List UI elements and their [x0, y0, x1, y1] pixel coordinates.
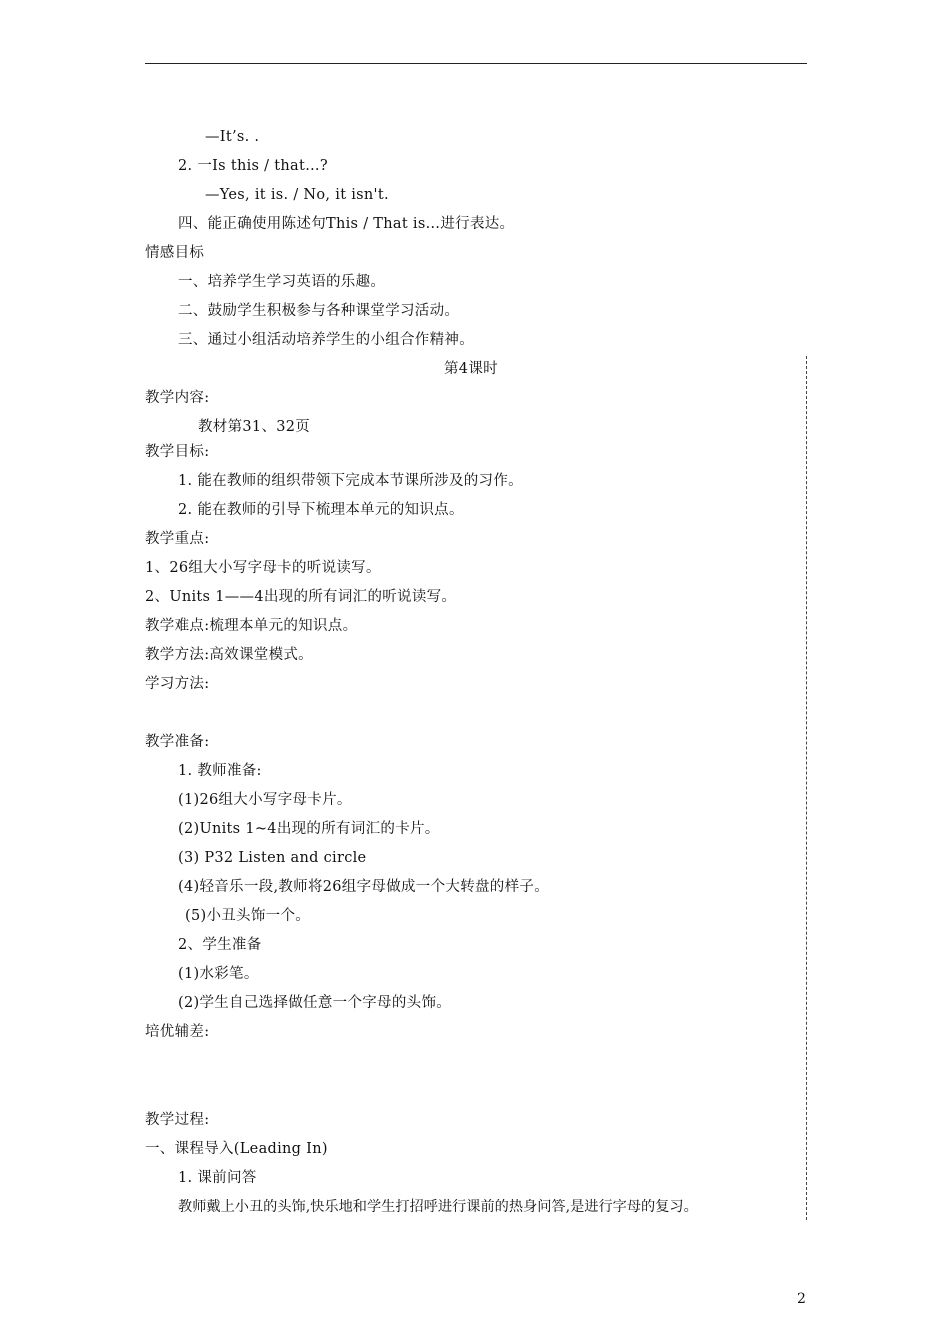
text-line: 四、能正确使用陈述句This / That is…进行表达。 [178, 216, 515, 232]
lesson-title: 第4课时 [444, 361, 498, 377]
text-line: 教材第31、32页 [198, 419, 311, 435]
section-heading: 教学目标: [145, 444, 210, 460]
section-heading: 教学准备: [145, 734, 210, 750]
section-heading: 教学内容: [145, 390, 210, 406]
section-heading: 学习方法: [145, 676, 210, 692]
page-number: 2 [797, 1291, 806, 1307]
text-line: 2. 能在教师的引导下梳理本单元的知识点。 [178, 502, 464, 518]
section-heading: 一、课程导入(Leading In) [145, 1141, 328, 1157]
section-heading: 培优辅差: [145, 1024, 210, 1040]
text-line: 教师戴上小丑的头饰,快乐地和学生打招呼进行课前的热身问答,是进行字母的复习。 [178, 1199, 698, 1215]
text-line: —Yes, it is. / No, it isn't. [205, 187, 389, 203]
section-heading: 教学重点: [145, 531, 210, 547]
margin-rule [806, 356, 807, 1220]
text-line: 2、学生准备 [178, 937, 262, 953]
text-line: (1)水彩笔。 [178, 966, 259, 982]
text-line: 一、培养学生学习英语的乐趣。 [178, 274, 386, 290]
text-line: 1. 能在教师的组织带领下完成本节课所涉及的习作。 [178, 473, 523, 489]
text-line: 2、Units 1——4出现的所有词汇的听说读写。 [145, 589, 457, 605]
section-heading: 教学难点:梳理本单元的知识点。 [145, 618, 358, 634]
text-line: 1. 课前问答 [178, 1170, 257, 1186]
text-line: 2. 一Is this / that…? [178, 158, 328, 174]
section-heading: 教学方法:高效课堂模式。 [145, 647, 313, 663]
section-heading: 情感目标 [145, 245, 205, 261]
text-line: (4)轻音乐一段,教师将26组字母做成一个大转盘的样子。 [178, 879, 549, 895]
header-rule [145, 63, 807, 64]
text-line: 1. 教师准备: [178, 763, 262, 779]
text-line: (2)Units 1~4出现的所有词汇的卡片。 [178, 821, 440, 837]
text-line: 二、鼓励学生积极参与各种课堂学习活动。 [178, 303, 460, 319]
text-line: (2)学生自己选择做任意一个字母的头饰。 [178, 995, 452, 1011]
text-line: (1)26组大小写字母卡片。 [178, 792, 352, 808]
section-heading: 教学过程: [145, 1112, 210, 1128]
text-line: (5)小丑头饰一个。 [185, 908, 311, 924]
text-line: —It’s. . [205, 129, 260, 145]
text-line: 1、26组大小写字母卡的听说读写。 [145, 560, 381, 576]
text-line: 三、通过小组活动培养学生的小组合作精神。 [178, 332, 474, 348]
text-line: (3) P32 Listen and circle [178, 850, 367, 866]
